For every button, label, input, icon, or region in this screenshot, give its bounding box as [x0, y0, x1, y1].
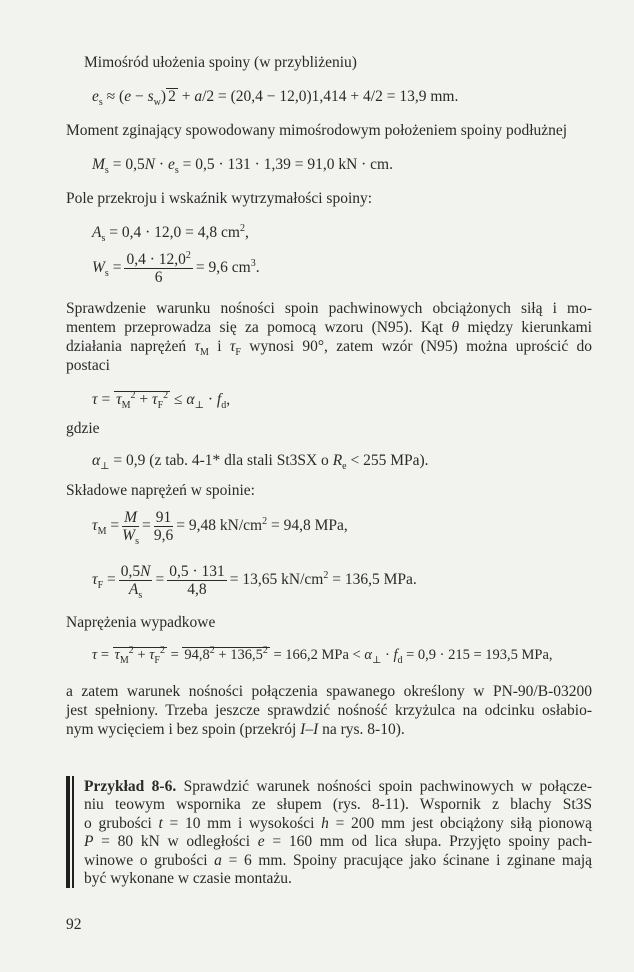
paragraph-2-line-2: jest spełniony. Trzeba jeszcze sprawdzić nośność krzyżulca na odcinku osłabio- — [66, 702, 592, 719]
example-line-5: winowe o grubości a = 6 mm. Spoiny pracujące jako ścinane i zginane mają — [84, 852, 593, 869]
paragraph-1-line-3: działania naprężeń $\tau_M$ i $\tau_F$ wynosi 90°, zatem wzór (N95) można uprościć do — [66, 338, 593, 359]
example-bar-thin — [72, 776, 74, 888]
equation-es: $e_s \approx (e - s_w) 2 + a/2 = (20,4 - 12,0)1,414 + 4/2 = 13,9$ mm. — [92, 88, 459, 109]
example-line-6: być wykonane w czasie montażu. — [84, 870, 292, 887]
text-mimosrod: Mimośród ułożenia spoiny (w przybliżeniu) — [84, 54, 357, 71]
equation-tau-condition: $\tau = \tau_M^2 + \tau_F^2 \le \alpha_\perp \cdot f_d$, — [92, 389, 231, 412]
equation-tau-m: $\tau_M$ = $\frac{M}{W_s}$ = $\frac{91}{9,6}$ = 9,48 $kN/cm^2 = 94,8$ MPa, — [92, 508, 348, 548]
text-skladowe: Składowe naprężeń w spoinie: — [66, 482, 255, 499]
page-number: 92 — [66, 916, 82, 933]
text-moment: Moment zginający spowodowany mimośrodowym położeniem spoiny podłużnej — [66, 122, 568, 139]
paragraph-2-line-3: nym wycięciem i bez spoin (przekrój I–I na rys. 8-10). — [66, 721, 405, 738]
example-title: Przykład 8-6. — [84, 778, 177, 795]
equation-as: $A_s = 0,4 \cdot 12,0 = 4,8$ $cm^2$, — [92, 222, 249, 245]
equation-tau-f: $\tau_F$ = $\frac{0,5N}{A_s}$ = $\frac{0,5 \cdot 131}{4,8}$ = 13,65 $kN/cm^2 = 136,5$ MPa. — [92, 562, 417, 602]
example-bar-thick — [66, 776, 70, 888]
paragraph-1-line-4: postaci — [66, 357, 110, 374]
equation-alpha: $\alpha_\perp = 0,9$ (z tab. 4-1* dla stali St3SX o $R_e < 255$ MPa). — [92, 452, 429, 473]
text-pole: Pole przekroju i wskaźnik wytrzymałości spoiny: — [66, 190, 373, 207]
example-line-3: o grubości t = 10 mm i wysokości h = 200 mm jest obciążony siłą pionową — [84, 815, 592, 832]
paragraph-2-line-1: a zatem warunek nośności połączenia spawanego określony w PN-90/B-03200 — [66, 683, 592, 700]
equation-tau-result: $\tau = \tau_M^2 + \tau_F^2 = 94,8^2 + 136,5^2 = 166,2$ MPa < $\alpha_\perp \cdot f_d = 0,9 \cdot 215 = 193,5$ MPa, — [92, 645, 553, 666]
example-line-2: niu teowym wspornika ze słupem (rys. 8-11). Wspornik z blachy St3S — [84, 796, 592, 813]
equation-ws: $W_s$ = $\frac{0,4 \cdot 12,0^2}{6}$ = 9,6 $cm^3$. — [92, 249, 260, 286]
paragraph-1-line-1: Sprawdzenie warunku nośności spoin pachwinowych obciążonych siłą i mo- — [66, 300, 592, 317]
example-line-4: P = 80 kN w odległości e = 160 mm od lica słupa. Przyjęto spoiny pach- — [84, 833, 593, 850]
example-line-1: Przykład 8-6. Sprawdzić warunek nośności spoin pachwinowych w połącze- — [84, 778, 593, 795]
paragraph-1-line-2: mentem przeprowadza się za pomocą wzoru (N95). Kąt θ między kierunkami — [66, 319, 592, 336]
text-gdzie: gdzie — [66, 420, 100, 437]
equation-ms: $M_s = 0,5N \cdot e_s = 0,5 \cdot 131 \cdot 1,39 = 91,0$ kN · cm. — [92, 156, 393, 177]
text-naprezenia: Naprężenia wypadkowe — [66, 614, 216, 631]
